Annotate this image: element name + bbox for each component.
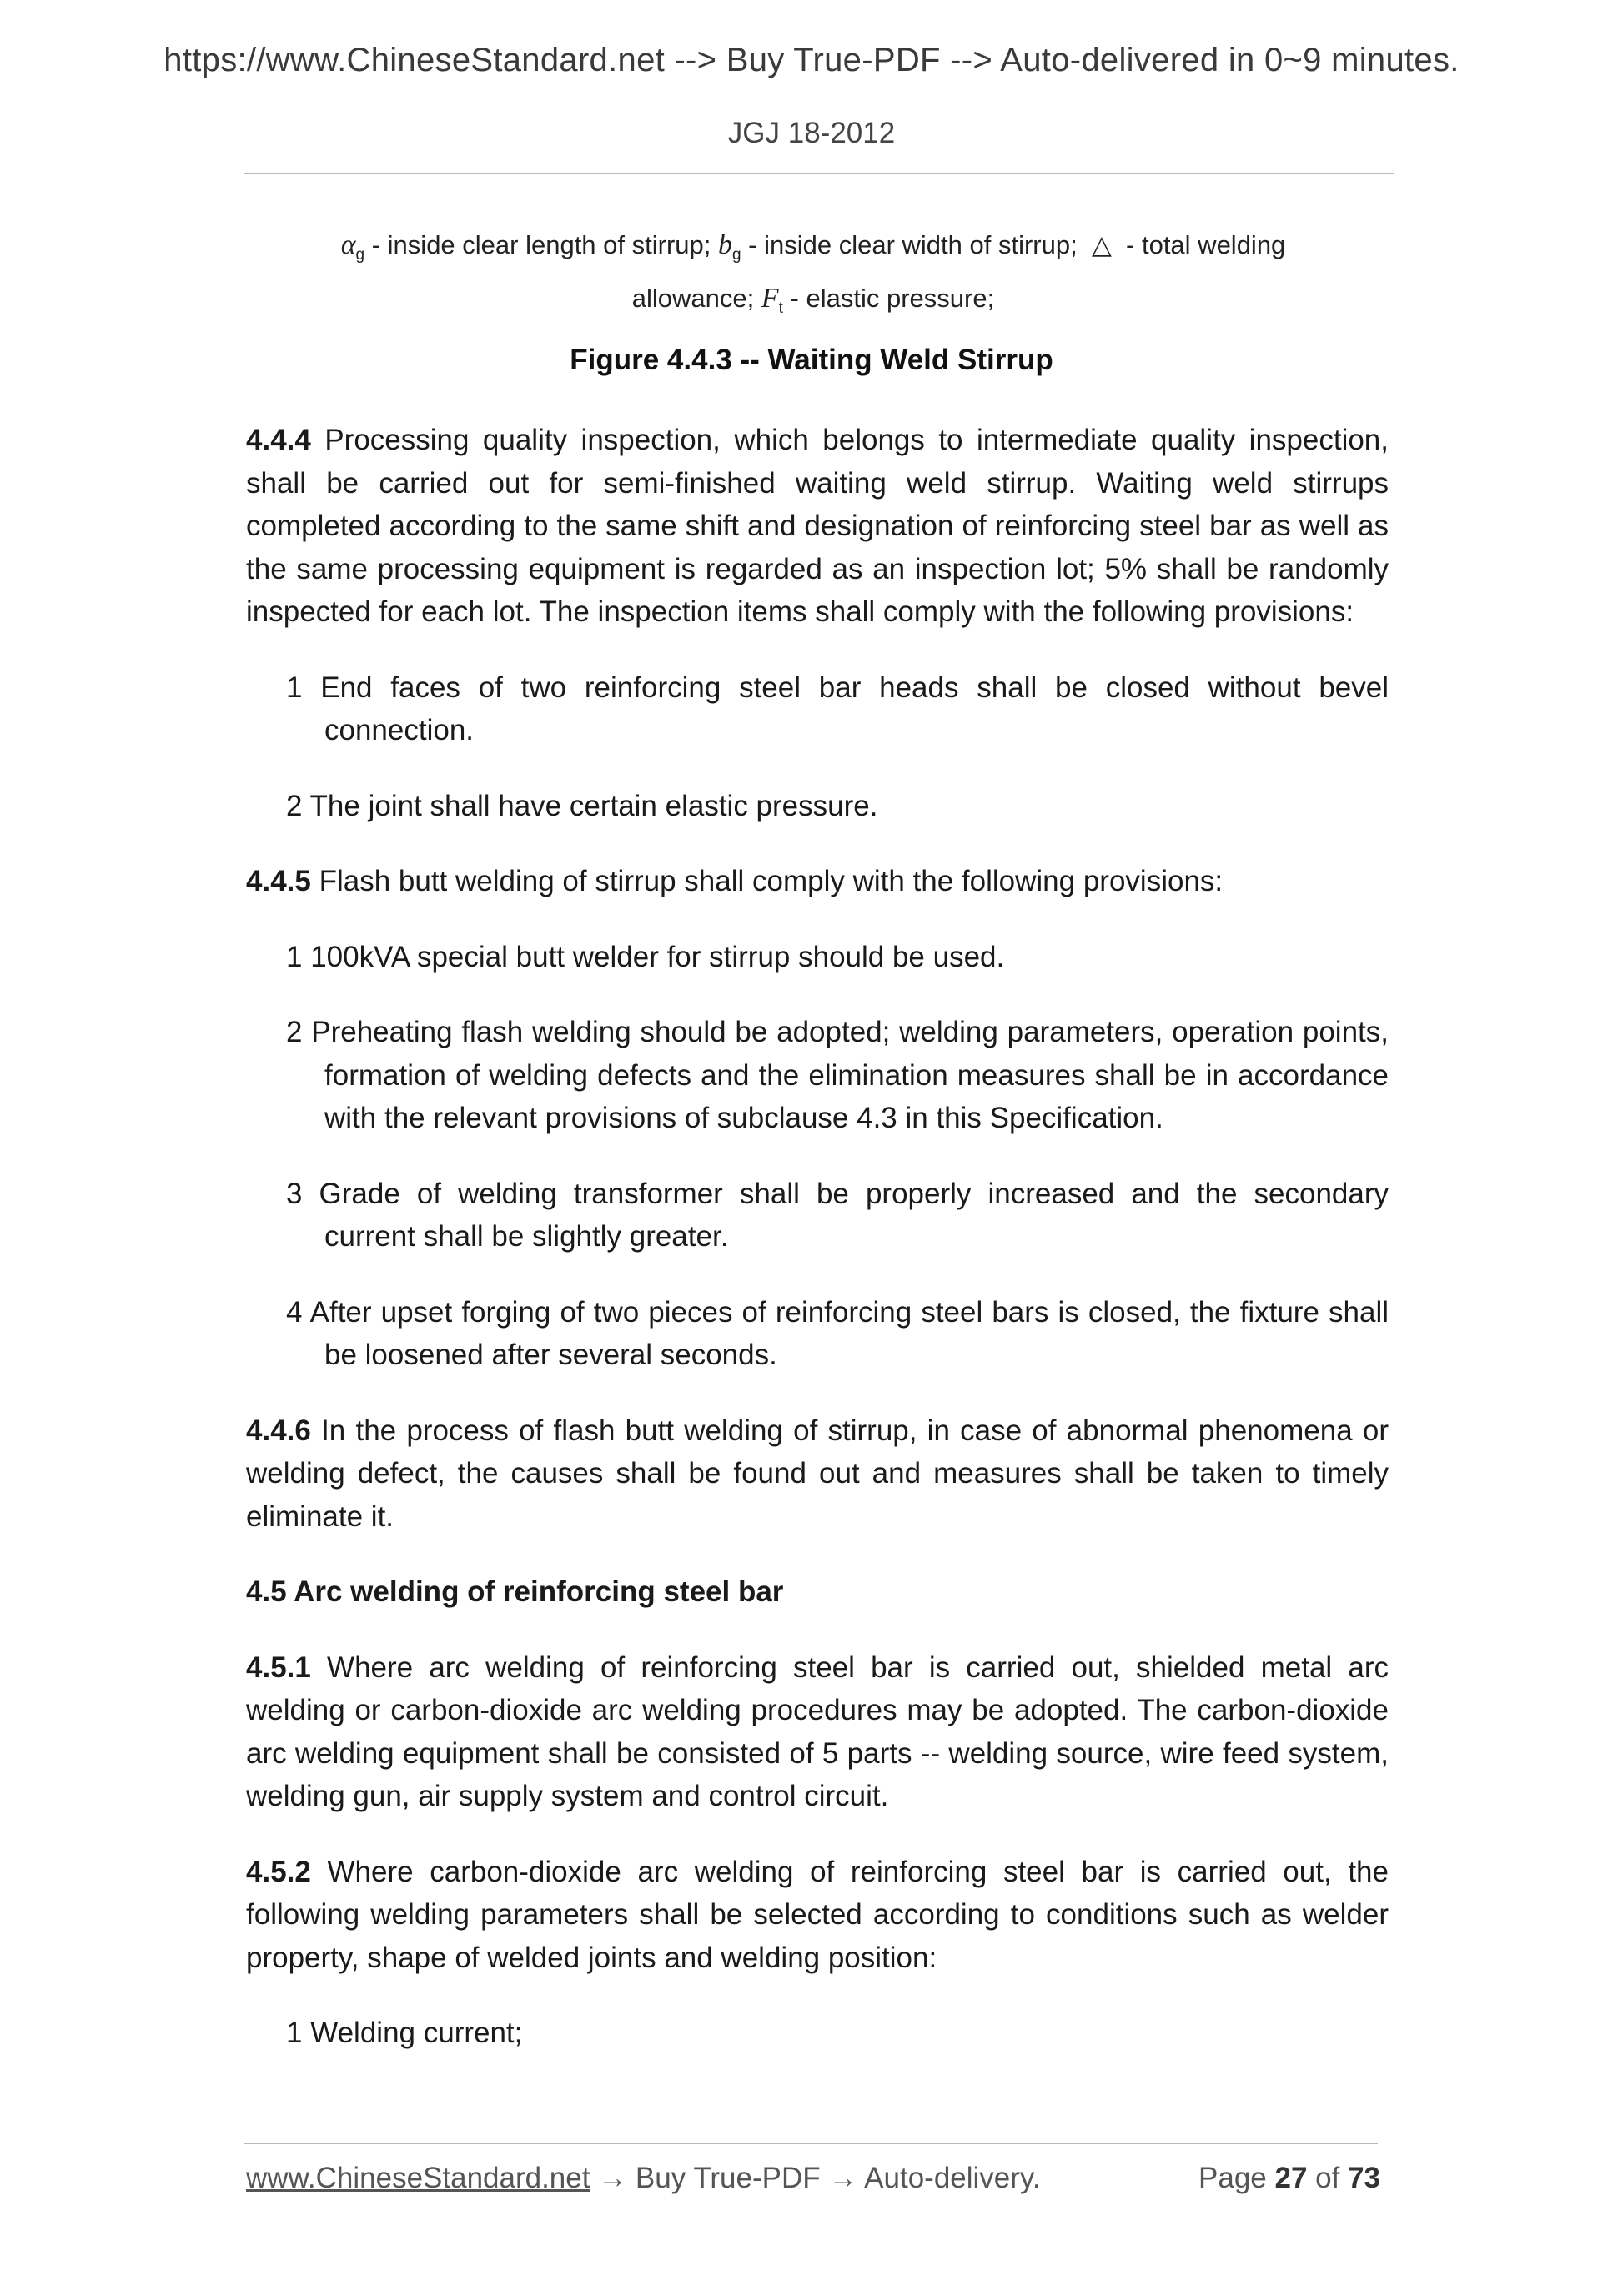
document-body: [246, 419, 1389, 2088]
page-indicator: [1198, 2162, 1380, 2195]
clause-text: In the process of flash butt welding of stirrup, in case of abnormal phenomena or welding defect, the causes shall be found out and measures shall be taken to timely eliminate it.: [246, 1414, 1389, 1533]
legend-b-text: - inside clear width of stirrup;: [741, 230, 1085, 259]
legend-alpha-text: - inside clear length of stirrup;: [364, 230, 718, 259]
figure-title: Figure 4.4.3 -- Waiting Weld Stirrup: [570, 344, 1053, 376]
subscript-t: t: [778, 299, 783, 318]
legend-f-text: - elastic pressure;: [782, 284, 995, 314]
page-label: Page: [1198, 2162, 1275, 2194]
clause-4-5-1: [246, 1646, 1389, 1818]
clause-number: 4.4.5: [246, 865, 311, 897]
of-label: of: [1307, 2162, 1349, 2194]
document-code: JGJ 18-2012: [727, 117, 896, 149]
clause-text: Where carbon-dioxide arc welding of reinforcing steel bar is carried out, the following welding parameters shall be selected according to conditions such as welder property, shape of welded joints and welding position:: [246, 1855, 1389, 1974]
symbol-alpha: α: [340, 229, 356, 260]
clause-number: 4.5.1: [246, 1650, 311, 1684]
clause-text: Flash butt welding of stirrup shall comply with the following provisions:: [310, 865, 1224, 897]
header-divider: [244, 173, 1394, 174]
list-item: 2 Preheating flash welding should be adopted; welding parameters, operation points, formation of welding defects and the elimination measures shall be in accordance with the relevant provisions of subclause 4.3 in this Specification.: [286, 1016, 1389, 1134]
list-item: 2 The joint shall have certain elastic pressure.: [286, 789, 878, 822]
clause-number: 4.4.4: [246, 424, 311, 456]
clause-4-5-2: [246, 1851, 1389, 1980]
source-banner: https://www.ChineseStandard.net --> Buy True-PDF --> Auto-delivered in 0~9 minutes.: [163, 42, 1460, 78]
list-item: 1 End faces of two reinforcing steel bar heads shall be closed without bevel connection.: [286, 671, 1389, 746]
page-total: 73: [1348, 2162, 1380, 2194]
footer-text: → Buy True-PDF → Auto-delivery.: [590, 2162, 1041, 2194]
list-item: 3 Grade of welding transformer shall be properly increased and the secondary current shall be slightly greater.: [286, 1177, 1389, 1253]
clause-4-4-5: [246, 860, 1389, 903]
clause-4-4-4: [246, 419, 1389, 634]
clause-text: Processing quality inspection, which belongs to intermediate quality inspection, shall be carried out for semi-finished waiting weld stirrup. Waiting weld stirrups completed according to the same shift and designation of reinforcing steel bar as well as the same processing equipment is regarded as an inspection lot; 5% shall be randomly inspected for each lot. The inspection items shall comply with the following provisions:: [246, 424, 1389, 628]
list-item: 1 100kVA special butt welder for stirrup should be used.: [286, 940, 1005, 973]
clause-number: 4.4.6: [246, 1414, 311, 1447]
delta-icon: △: [1091, 230, 1112, 259]
page-number: 27: [1274, 2162, 1308, 2194]
legend-delta-text: - total welding allowance;: [631, 230, 1286, 314]
page-footer: [246, 2162, 1380, 2195]
subscript-g: g: [731, 246, 741, 264]
list-item: 1 Welding current;: [286, 2017, 523, 2049]
figure-legend: [309, 224, 1318, 330]
subscript-g: g: [355, 246, 365, 264]
footer-divider: [244, 2143, 1378, 2144]
symbol-f: F: [761, 283, 779, 314]
symbol-b: b: [717, 229, 732, 260]
clause-number: 4.5.2: [246, 1855, 311, 1888]
clause-4-4-6: [246, 1409, 1389, 1539]
clause-text: Where arc welding of reinforcing steel bar is carried out, shielded metal arc welding or carbon-dioxide arc welding procedures may be adopted. The carbon-dioxide arc welding equipment shall be consisted of 5 parts -- welding source, wire feed system, welding gun, air supply system and control circuit.: [246, 1650, 1389, 1812]
website-link[interactable]: www.ChineseStandard.net: [246, 2162, 590, 2194]
list-item: 4 After upset forging of two pieces of reinforcing steel bars is closed, the fixture shall be loosened after several seconds.: [286, 1295, 1389, 1371]
section-heading: 4.5 Arc welding of reinforcing steel bar: [246, 1575, 784, 1608]
